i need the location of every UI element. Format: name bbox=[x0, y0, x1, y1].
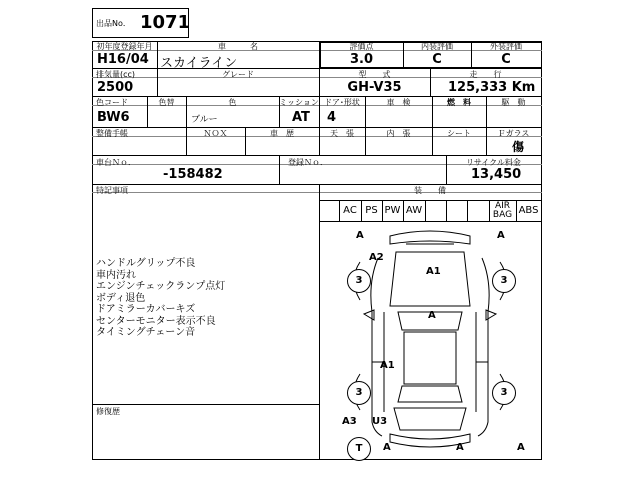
grade-label: グレード bbox=[222, 70, 254, 79]
equipment-aw: AW bbox=[405, 205, 423, 216]
reg-date-value: H16/04 bbox=[97, 52, 149, 67]
displacement-label: 排気量(cc) bbox=[96, 70, 136, 79]
recycle-value: 13,450 bbox=[471, 167, 522, 182]
model-value: GH-V35 bbox=[347, 80, 402, 95]
notes-title: 特記事項 bbox=[96, 186, 128, 195]
score-value: 3.0 bbox=[349, 52, 374, 67]
tire-rating-rear-left: 3 bbox=[347, 381, 371, 405]
color-code-value: BW6 bbox=[97, 110, 130, 125]
repair-title: 修復歴 bbox=[96, 407, 120, 416]
fglass-label: Ｆガラス bbox=[497, 129, 530, 138]
exterior-value: C bbox=[501, 52, 511, 67]
note-line: ハンドルグリップ不良 bbox=[96, 258, 196, 269]
equipment-blank-3 bbox=[467, 201, 489, 221]
mileage-value: 125,333 Km bbox=[448, 80, 536, 95]
displacement-value: 2500 bbox=[97, 80, 134, 95]
mileage-label: 走 行 bbox=[469, 70, 502, 79]
damage-mark: A1 bbox=[380, 360, 395, 371]
note-line: タイミングチェーン音 bbox=[96, 327, 196, 338]
chassis-label: 車台Ｎｏ． bbox=[96, 158, 136, 167]
mission-value: AT bbox=[292, 110, 310, 125]
exterior-label: 外装評価 bbox=[490, 42, 522, 51]
history-label: 車 歴 bbox=[270, 129, 294, 138]
interior-trim-label: 内 張 bbox=[386, 129, 411, 138]
color-value: ブルー bbox=[191, 115, 218, 125]
tire-rating-front-left: 3 bbox=[347, 269, 371, 293]
car-name-label: 車 名 bbox=[218, 42, 258, 51]
maintenance-label: 整備手帳 bbox=[96, 129, 128, 138]
equipment-airbag: AIR BAG bbox=[492, 201, 513, 220]
model-label: 型 式 bbox=[358, 70, 391, 79]
tire-rating-front-right: 3 bbox=[492, 269, 516, 293]
nox-label: ＮＯＸ bbox=[203, 129, 228, 138]
lot-label: 出品No． bbox=[96, 19, 131, 28]
seat-label: シート bbox=[447, 129, 471, 138]
note-line: センターモニター表示不良 bbox=[96, 315, 216, 327]
reg-date-label: 初年度登録年月 bbox=[96, 42, 153, 51]
note-line: ボディ退色 bbox=[96, 292, 146, 304]
recycle-label: リサイクル料金 bbox=[466, 158, 521, 167]
damage-mark: A bbox=[356, 230, 364, 241]
regno-label: 登録Ｎｏ． bbox=[288, 158, 328, 167]
notes-list bbox=[96, 258, 225, 339]
sunroof-label: 天 張 bbox=[330, 129, 354, 138]
equipment-abs: ABS bbox=[518, 205, 539, 216]
damage-mark: A2 bbox=[369, 252, 384, 263]
note-line: 車内汚れ bbox=[96, 269, 136, 281]
equipment-blank-2 bbox=[446, 201, 467, 221]
damage-mark: A1 bbox=[426, 266, 441, 277]
note-line: ドアミラーカバーキズ bbox=[96, 304, 196, 315]
equipment-ps: PS bbox=[365, 205, 378, 216]
doors-value: 4 bbox=[327, 110, 337, 125]
mission-label: ミッション bbox=[279, 98, 319, 107]
damage-mark: A bbox=[517, 442, 525, 453]
fuel-label: 燃 料 bbox=[447, 98, 471, 107]
interior-label: 内装評価 bbox=[421, 42, 453, 51]
equipment-ac: AC bbox=[343, 205, 357, 216]
damage-mark: A bbox=[428, 310, 436, 321]
damage-mark: A bbox=[497, 230, 505, 241]
damage-mark: A bbox=[383, 442, 391, 453]
chassis-value: -158482 bbox=[163, 167, 223, 182]
equipment-pw: PW bbox=[384, 205, 401, 216]
fglass-value: 傷 bbox=[512, 140, 525, 154]
doors-label: ドア･形状 bbox=[324, 98, 360, 107]
equipment-title: 装 備 bbox=[414, 186, 446, 195]
car-name-value: スカイライン bbox=[160, 56, 238, 71]
damage-mark: A3 bbox=[342, 416, 357, 427]
tire-rating-rear-right: 3 bbox=[492, 381, 516, 405]
note-line: エンジンチェックランプ点灯 bbox=[96, 281, 226, 292]
spare-tire-rating: T bbox=[347, 437, 371, 461]
equipment-blank-1 bbox=[425, 201, 446, 221]
lot-number: 1071 bbox=[140, 12, 191, 33]
color-change-label: 色替 bbox=[158, 98, 175, 107]
score-label: 評価点 bbox=[349, 42, 374, 51]
color-label: 色 bbox=[228, 98, 237, 107]
drive-label: 駆 動 bbox=[501, 98, 526, 107]
damage-mark: U3 bbox=[372, 416, 388, 427]
interior-value: C bbox=[432, 52, 442, 67]
color-code-label: 色コード bbox=[96, 98, 128, 107]
damage-mark: A bbox=[456, 442, 464, 453]
inspection-label: 車 検 bbox=[386, 98, 411, 107]
